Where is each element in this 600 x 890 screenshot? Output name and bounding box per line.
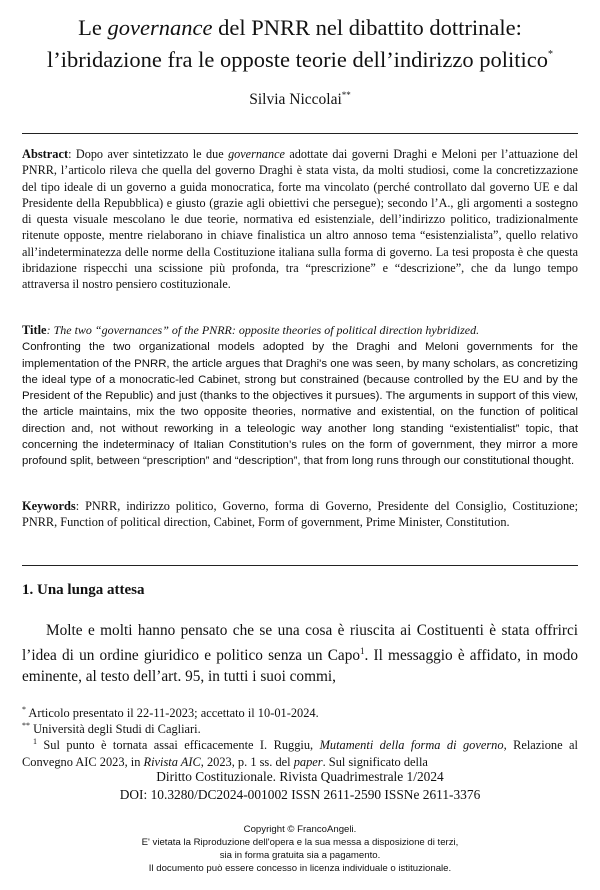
copyright-line-4: Il documento può essere concesso in licenza individuale o istituzionale.: [148, 863, 452, 874]
top-rule: [22, 133, 578, 134]
title-footnote-mark[interactable]: *: [548, 49, 554, 60]
copyright-line-1: Copyright © FrancoAngeli.: [243, 824, 357, 835]
keywords-label: Keywords: [22, 499, 76, 513]
article-title: [0, 14, 600, 73]
abstract-label: Abstract: [22, 147, 69, 161]
author-name: Silvia Niccolai: [249, 91, 342, 108]
author-line: [0, 86, 600, 109]
middle-rule: [22, 565, 578, 566]
footnote-star: * Articolo presentato il 22-11-2023; accettato il 10-01-2024.: [22, 705, 319, 720]
title-line-2: l’ibridazione fra le opposte teorie dell’indirizzo politico*: [46, 47, 554, 72]
body-paragraph: Molte e molti hanno pensato che se una cosa è riuscita ai Costituenti è stata offrirci l’idea di un ordine giuridico e politico senza un Capo$^1$. Il messaggio è affidato, in modo eminente, al testo dell’art. 95, in tutti i suoi commi,: [22, 622, 578, 685]
footnote-ref-1[interactable]: 1: [360, 646, 365, 656]
title-line-1: Le governance del PNRR nel dibattito dottrinale:: [78, 15, 522, 40]
section-heading: 1. Una lunga attesa: [22, 582, 145, 598]
english-abstract-body: Confronting the two organizational models adopted by the Draghi and Meloni governments for the implementation of the PNRR, the article argues that Draghi's one was seen, by many scholars, as concretizing the ideal type of a monocratic-led Cabinet, strong but constrained (because controlled by the EU and by the President of the Republic) and just (thanks to the objectives it pursues). The arguments in support of this view, the article maintains, mix the two opposite theories, normative and existential, on the function of political direction and, not without reworking in a teleologic way another long standing “existentialist” topic, that concerning the indeterminacy of Italian Constitution’s rules on the form of government, they mirror a more profound split, between “prescription” and “description”, that from long runs through our constitutional thought.: [22, 341, 578, 468]
author-footnote-mark[interactable]: **: [341, 90, 351, 100]
footnote-double-star: ** Università degli Studi di Cagliari.: [22, 721, 201, 736]
keywords-paragraph: Keywords: PNRR, indirizzo politico, Governo, forma di Governo, Presidente del Consiglio, Costituzione; PNRR, Function of political direction, Cabinet, Form of government, Prime Minister, Constitution.: [22, 499, 578, 530]
english-title: The two “governances” of the PNRR: opposite theories of political direction hybridized.: [53, 323, 480, 337]
english-abstract: Title: The two “governances” of the PNRR: opposite theories of political direction hybridized. Confronting the two organizational models adopted by the Draghi and Meloni governments for the implementation of the PNRR, the article argues that Draghi's one was seen, by many scholars, as concretizing the ideal type of a monocratic-led Cabinet, strong but constrained (because controlled by the EU and by the President of the Republic) and just (thanks to the objectives it pursues). The arguments in support of this view, the article maintains, mix the two opposite theories, normative and existential, on the function of political direction and, not without reworking in a teleologic way another long standing “existentialist” topic, that concerning the indeterminacy of Italian Constitution’s rules on the form of government, they mirror a more profound split, between “prescription” and “description”, that from long runs through our constitutional thought.: [22, 323, 578, 468]
footnote-1: $^1$ Sul punto è tornata assai efficacemente I. Ruggiu, Mutamenti della forma di governo, Relazione al Convegno AIC 2023, in Rivista AIC, 2023, p. 1 ss. del paper. Sul significato della: [22, 737, 578, 769]
abstract-paragraph: Abstract: Dopo aver sintetizzato le due governance adottate dai governi Draghi e Meloni per l’attuazione del PNRR, l’articolo rileva che quella del governo Draghi è stata vista, da molti studiosi, come la concretizzazione del tipo ideale di un governo a guida monocratica, forte ma vincolato (perché controllato dal governo UE e dal Presidente della Repubblica) e giusto (grazie agli obiettivi che persegue); secondo l’A., gli argomenti a sostegno di questa visuale mescolano le due teorie, normativa ed esistenziale, dell’indirizzo politico, tradizionalmente ritenute opposte, mentre rielaborano in chiave finalistica un altro annoso tema “esistenzialista”, quello relativo all’indeterminatezza delle norme della Costituzione italiana sulla forma di governo. La tesi proposta è che questa ibridazione rispecchi una scissione più profonda, tra “prescrizione” e “descrizione”, che da lungo tempo attraversa il nostro pensiero costituzionale.: [22, 147, 578, 292]
copyright-line-2: E' vietata la Riproduzione dell'opera e la sua messa a disposizione di terzi,: [141, 837, 459, 848]
title-italic-governance: governance: [107, 15, 213, 40]
journal-name: Diritto Costituzionale. Rivista Quadrimestrale 1/2024: [156, 769, 444, 784]
copyright-line-3: sia in forma gratuita sia a pagamento.: [219, 850, 381, 861]
journal-doi-issn: DOI: 10.3280/DC2024-001002 ISSN 2611-2590 ISSNe 2611-3376: [119, 787, 481, 802]
title-label: Title: [22, 323, 47, 337]
